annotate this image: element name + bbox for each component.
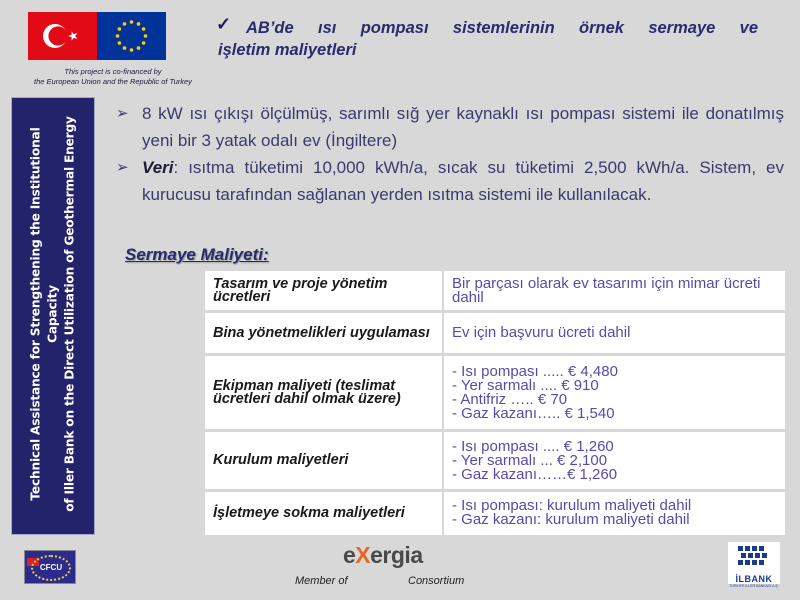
bullet-label: Veri (142, 158, 174, 177)
value-line: - Isı pompası .... € 1,260 (452, 437, 614, 455)
sidebar-line-2: of Iller Bank on the Direct Utilization of Geothermal Energy (62, 116, 77, 512)
row-label: İşletmeye sokma maliyetleri (205, 491, 443, 535)
table-row (205, 431, 785, 491)
consortium-text: Consortium (408, 575, 465, 587)
eu-flag-icon (97, 12, 166, 60)
ilbank-label: İLBANK (735, 574, 773, 584)
arrow-bullet-icon: ➢ (116, 105, 129, 122)
exergia-prefix: e (343, 542, 356, 568)
value-line: - Antifriz ….. € 70 (452, 390, 568, 408)
sidebar-line-1: Technical Assistance for Strengthening the Institutional Capacity (28, 127, 60, 501)
table-row (205, 491, 785, 535)
slide-title-line-2: işletim maliyetleri (218, 41, 357, 59)
bullet-text: 8 kW ısı çıkışı ölçülmüş, sarımlı sığ yer kaynaklı ısı pompası sistemi ile donatılmış yeni bir 3 yatak odalı ev (İngiltere) (142, 104, 784, 150)
row-label: Bina yönetmelikleri uygulaması (205, 312, 443, 355)
table-row (205, 270, 785, 312)
row-value (443, 491, 785, 535)
row-value (443, 270, 785, 312)
row-label: Tasarım ve proje yönetim ücretleri (205, 270, 443, 312)
cofinanced-line-1: This project is co-financed by (64, 67, 162, 76)
slide-title-line-1: AB’de ısı pompası sistemlerinin örnek sermaye ve (246, 19, 758, 37)
cofinanced-note (8, 67, 218, 87)
project-sidebar-text (28, 104, 79, 524)
exergia-suffix: ergia (370, 542, 423, 568)
bullet-item (116, 100, 784, 154)
cfcu-logo (24, 550, 76, 584)
turkey-flag-icon (28, 12, 97, 60)
value-line: - Gaz kazanı….. € 1,540 (452, 404, 615, 422)
cofinanced-line-2: the European Union and the Republic of Turkey (34, 77, 192, 86)
exergia-logo (343, 542, 423, 569)
member-of-text: Member of (295, 575, 348, 587)
bullet-item (116, 154, 784, 208)
bullet-body: : ısıtma tüketimi 10,000 kWh/a, sıcak su tüketimi 2,500 kWh/a. Sistem, ev kurucusu tarafından sağlanan yerden ısıtma sistemi ile kullanılacak. (142, 158, 784, 204)
row-label: Kurulum maliyetleri (205, 431, 443, 491)
value-line: - Yer sarmalı ... € 2,100 (452, 451, 608, 469)
value-line: - Gaz kazanı: kurulum maliyeti dahil (452, 511, 690, 529)
cfcu-label: CFCU (39, 563, 63, 572)
cost-table (205, 268, 785, 535)
value-line: - Gaz kazanı……€ 1,260 (452, 465, 618, 483)
bullet-text (142, 154, 784, 208)
value-line: Ev için başvuru ücreti dahil (452, 324, 631, 341)
row-value (443, 312, 785, 355)
table-row (205, 355, 785, 431)
exergia-x: X (355, 542, 371, 568)
checkmark-icon: ✓ (216, 14, 232, 34)
value-line: Bir parçası olarak ev tasarımı için mimar ücreti dahil (452, 274, 761, 306)
row-label: Ekipman maliyeti (teslimat ücretleri dahil olmak üzere) (205, 355, 443, 431)
row-value (443, 431, 785, 491)
row-value (443, 355, 785, 431)
ilbank-sublabel: TÜRKİYE İLLER BANKASI A.Ş. (729, 584, 779, 588)
value-line: - Yer sarmalı .... € 910 (452, 376, 599, 394)
table-row (205, 312, 785, 355)
slide-title (218, 17, 758, 61)
value-line: - Isı pompası ..... € 4,480 (452, 362, 618, 380)
partner-flags (28, 12, 166, 60)
bullet-list (116, 100, 784, 208)
value-line: - Isı pompası: kurulum maliyeti dahil (452, 497, 692, 515)
arrow-bullet-icon: ➢ (116, 159, 129, 176)
section-title: Sermaye Maliyeti: (125, 245, 269, 264)
